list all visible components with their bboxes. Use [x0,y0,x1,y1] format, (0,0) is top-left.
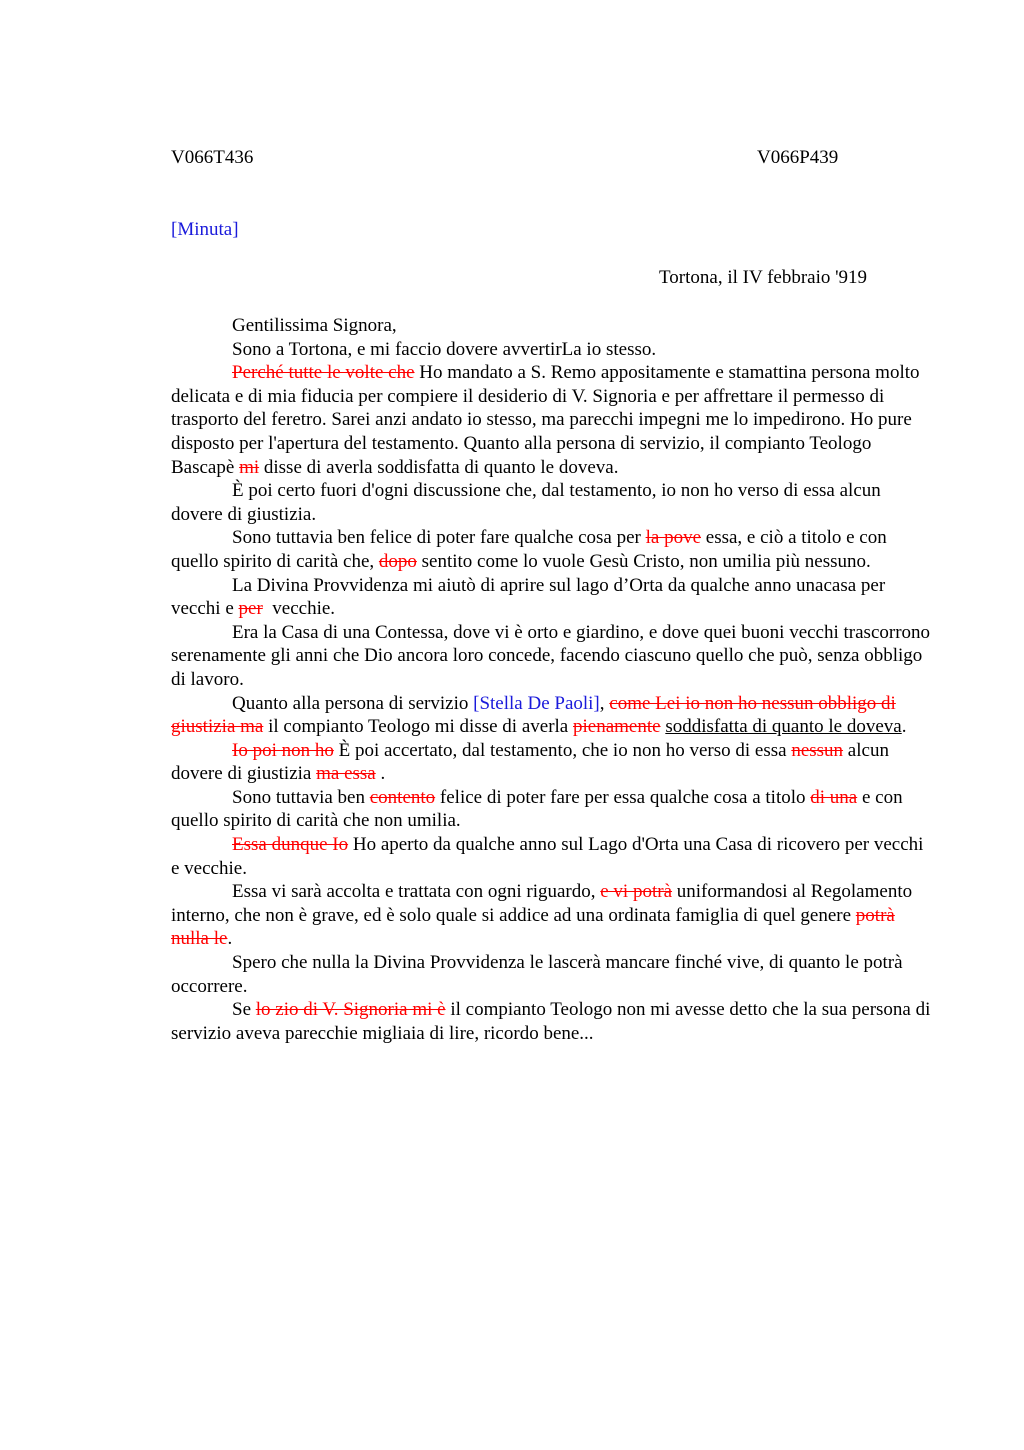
deleted-text: Perché tutte le volte che [232,362,415,384]
document-header [171,146,931,170]
paragraph: Quanto alla persona di servizio [Stella De Paoli], come Lei io non ho nessun obbligo di giustizia ma il compianto Teologo mi disse di averla pienamente soddisfatta di quanto le doveva. [171,692,907,738]
right-archive-code: V066P439 [757,147,839,168]
paragraph: Perché tutte le volte che Ho mandato a S. Remo appositamente e stamattina persona molto delicata e di mia fiducia per compiere il desiderio di V. Signoria e per affrettare il permesso di trasporto del feretro. Sarei anzi andato io stesso, ma parecchi impegni me lo impedirono. Ho pure disposto per l'apertura del testamento. Quanto alla persona di servizio, il compianto Teologo Bascapè mi disse di averla soddisfatta di quanto le doveva. [171,362,920,478]
deleted-text: e vi potrà [600,881,673,903]
deleted-text: nessun [791,739,844,761]
paragraph: Sono tuttavia ben contento felice di poter fare per essa qualche cosa a titolo di una e con quello spirito di carità che non umilia. [171,786,903,832]
deleted-text: la pove [645,527,702,549]
place-date: Tortona, il IV febbraio '919 [659,267,868,288]
deleted-text: come Lei io non ho nessun obbligo di giustizia ma [171,692,896,738]
paragraph: Spero che nulla la Divina Provvidenza le lascerà mancare finché vive, di quanto le potrà occorrere. [171,952,903,997]
paragraph: Io poi non ho È poi accertato, dal testamento, che io non ho verso di essa nessun alcun dovere di giustizia ma essa . [171,739,889,785]
paragraph: Sono a Tortona, e mi faccio dovere avvertirLa io stesso. [232,338,657,360]
paragraph: Essa dunque Io Ho aperto da qualche anno sul Lago d'Orta una Casa di ricovero per vecchi e vecchie. [171,834,924,879]
deleted-text: dopo [378,550,417,572]
deleted-text: Io poi non ho [232,739,334,761]
paragraph: Sono tuttavia ben felice di poter fare qualche cosa per la pove essa, e ciò a titolo e con quello spirito di carità che, dopo sentito come lo vuole Gesù Cristo, non umilia più nessuno. [171,527,887,572]
deleted-text: contento [369,786,436,808]
deleted-text: per [238,598,263,620]
paragraph: È poi certo fuori d'ogni discussione che, dal testamento, io non ho verso di essa alcun dovere di giustizia. [171,480,881,525]
deleted-text: Essa dunque Io [232,834,349,856]
left-archive-code: V066T436 [171,147,254,168]
paragraph: Essa vi sarà accolta e trattata con ogni riguardo, e vi potrà uniformandosi al Regolamento interno, che non è grave, ed è solo quale si addice ad una ordinata famiglia di quel genere potrà nulla le. [171,881,913,950]
deleted-text: mi [239,456,260,478]
deleted-text: ma essa [316,763,376,785]
deleted-text: potrà nulla le [171,904,895,950]
paragraph: La Divina Provvidenza mi aiutò di aprire sul lago d’Orta da qualche anno unacasa per vecchi e per vecchie. [171,574,886,620]
document-page [171,146,931,1045]
salutation: Gentilissima Signora, [232,315,397,336]
editorial-note: [Stella De Paoli] [473,692,600,714]
deleted-text: lo zio di V. Signoria mi è [255,999,446,1021]
letter-body [171,314,931,1045]
minuta-label: [Minuta] [171,219,239,240]
paragraph: Era la Casa di una Contessa, dove vi è orto e giardino, e dove quei buoni vecchi trascorrono serenamente gli anni che Dio ancora loro concede, facendo ciascuno quello che può, senza obbligo di lavoro. [171,621,931,690]
deleted-text: pienamente [573,716,661,738]
deleted-text: di una [810,786,858,808]
paragraph: Se lo zio di V. Signoria mi è il compianto Teologo non mi avesse detto che la sua persona di servizio aveva parecchie migliaia di lire, ricordo bene... [171,999,931,1044]
underlined-text: soddisfatta di quanto le doveva [665,716,902,738]
